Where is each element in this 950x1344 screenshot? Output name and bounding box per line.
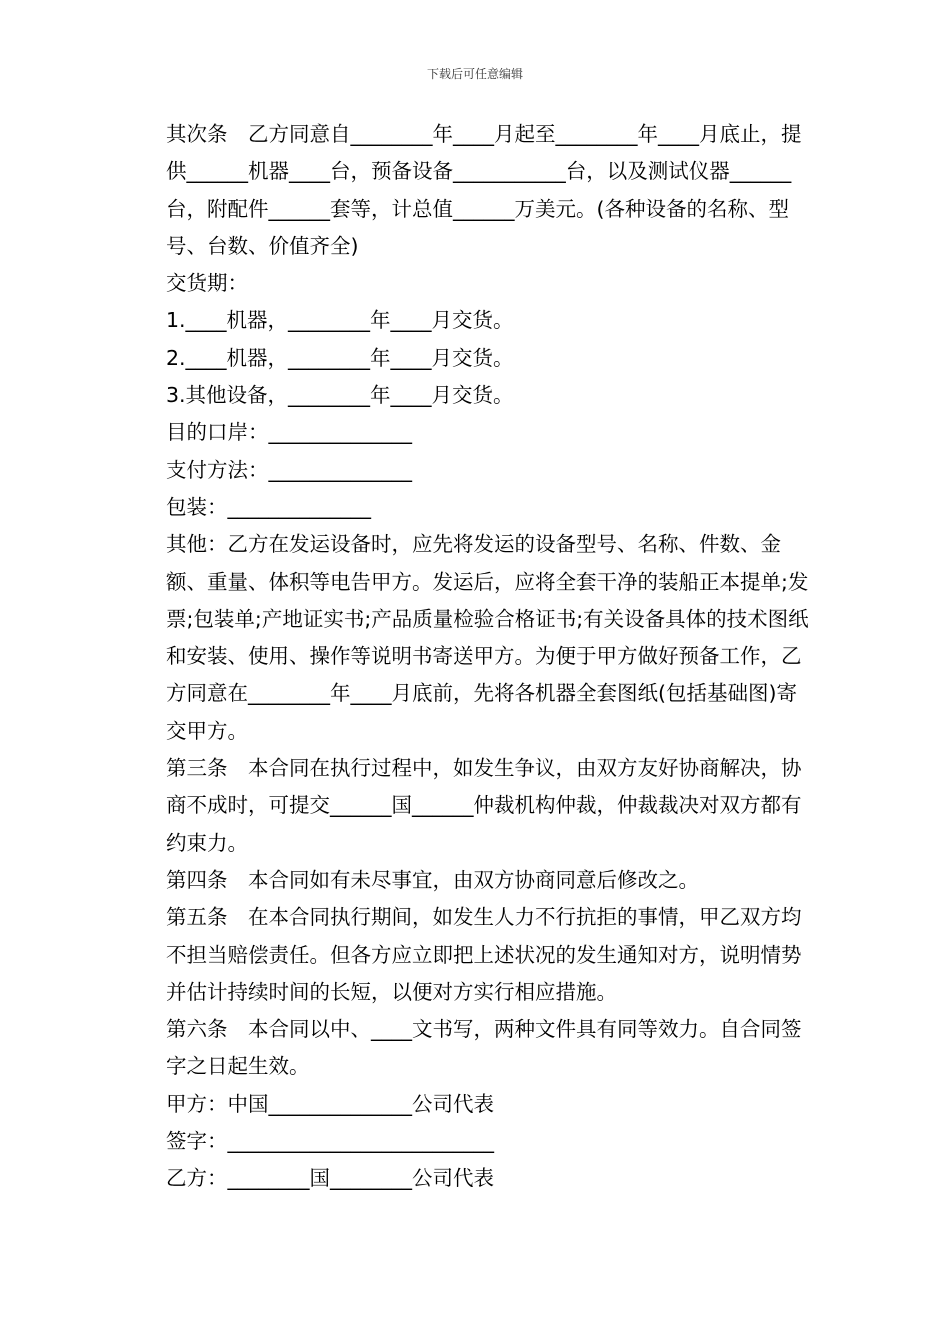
- party-a-line: 甲方：中国______________公司代表: [166, 1091, 494, 1116]
- payment-method-line: 支付方法：______________: [166, 457, 412, 482]
- article-2-paragraph: 其次条 乙方同意自________年____月起至________年____月底止，提供______机器____台，预备设备___________台，以及测试仪器______台，附配件______套等，计总值______万美元。(各种设备的名称、型号、台数、价值齐全): [166, 122, 802, 258]
- other-terms-paragraph: 其他：乙方在发运设备时，应先将发运的设备型号、名称、件数、金额、重量、体积等电告甲方。发运后，应将全套干净的装船正本提单;发票;包装单;产地证实书;产品质量检验合格证书;有关设备具体的技术图纸和安装、使用、操作等说明书寄送甲方。为便于甲方做好预备工作，乙方同意在________年____月底前，先将各机器全套图纸(包括基础图)寄交甲方。: [166, 532, 809, 743]
- delivery-period-label: 交货期：: [166, 271, 248, 296]
- delivery-item-1: 1.____机器，________年____月交货。: [166, 308, 514, 333]
- packaging-line: 包装：______________: [166, 494, 371, 519]
- article-5-paragraph: 第五条 在本合同执行期间，如发生人力不行抗拒的事情，甲乙双方均不担当赔偿责任。但各方应立即把上述状况的发生通知对方，说明情势并估计持续时间的长短，以便对方实行相应措施。: [166, 905, 802, 1004]
- document-body: [146, 116, 810, 1198]
- delivery-item-3: 3.其他设备，________年____月交货。: [166, 383, 514, 408]
- page-header: 下载后可任意编辑: [426, 67, 523, 81]
- destination-port-line: 目的口岸：______________: [166, 420, 412, 445]
- signature-line: 签字：__________________________: [166, 1129, 494, 1154]
- article-6-paragraph: 第六条 本合同以中、____文书写，两种文件具有同等效力。自合同签字之日起生效。: [166, 1017, 802, 1079]
- article-4-paragraph: 第四条 本合同如有未尽事宜，由双方协商同意后修改之。: [166, 867, 699, 892]
- delivery-item-2: 2.____机器，________年____月交货。: [166, 345, 514, 370]
- article-3-paragraph: 第三条 本合同在执行过程中，如发生争议，由双方友好协商解决，协商不成时，可提交______国______仲裁机构仲裁，仲裁裁决对双方都有约束力。: [166, 756, 802, 855]
- party-b-line: 乙方：________国________公司代表: [166, 1166, 494, 1191]
